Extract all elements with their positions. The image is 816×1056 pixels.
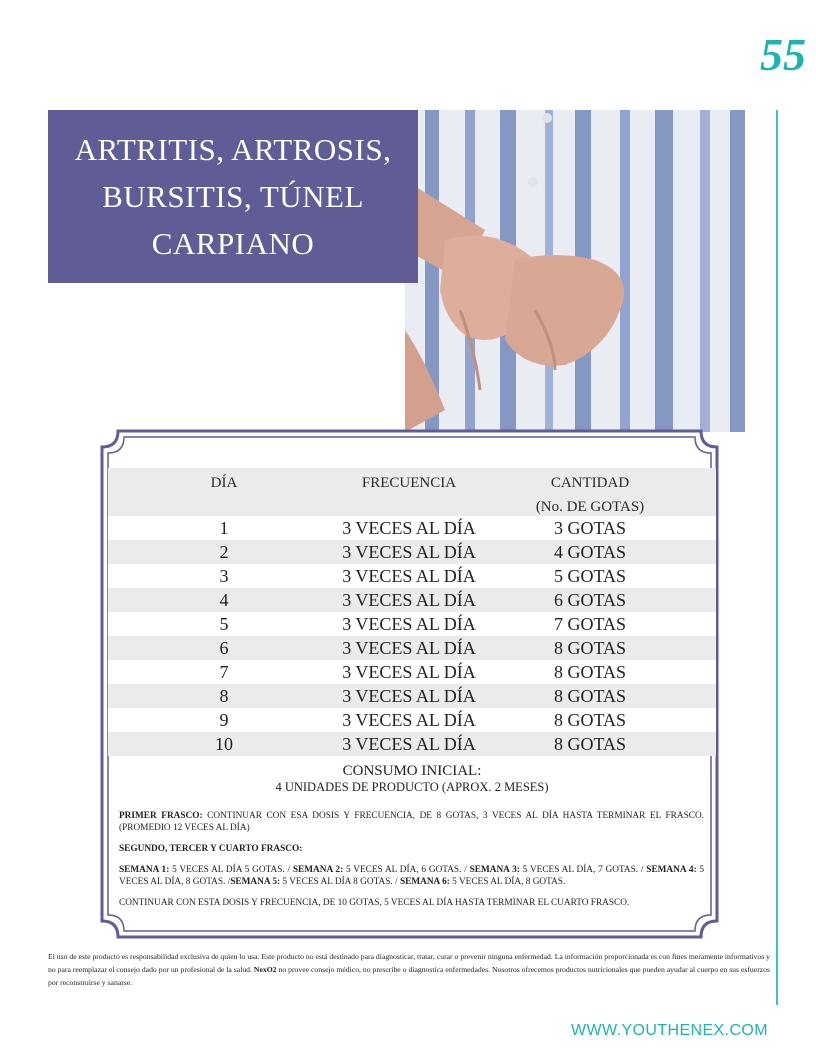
segundo-frasco-label: SEGUNDO, TERCER Y CUARTO FRASCO: (119, 844, 303, 854)
final-note: CONTINUAR CON ESTA DOSIS Y FRECUENCIA, DE 10 GOTAS, 5 VECES AL DÍA HASTA TERMINAR EL CUARTO FRASCO. (119, 898, 630, 908)
cell-frecuencia: 3 VECES AL DÍA (342, 589, 476, 610)
semana-label: SEMANA 6: (399, 877, 450, 887)
cell-dia: 3 (219, 565, 229, 586)
semanas-note (119, 864, 704, 888)
cell-frecuencia: 3 VECES AL DÍA (342, 637, 476, 658)
semana-label: SEMANA 2: (292, 865, 344, 875)
semana-label: SEMANA 4: (646, 865, 697, 875)
cell-dia: 10 (215, 733, 233, 754)
cell-cantidad: 5 GOTAS (553, 565, 627, 586)
disclaimer-part-2: no provee consejo médico, no prescribe o diagnostica enfermedades. Nosotros ofrecemos productos nutricionales que pueden ayudar al cuerpo en sus esfuerzos por reconstruirse y sanarse. (48, 965, 770, 987)
cell-frecuencia: 3 VECES AL DÍA (342, 685, 476, 706)
table-row (108, 588, 716, 612)
table-row (108, 708, 716, 732)
cell-frecuencia: 3 VECES AL DÍA (342, 541, 476, 562)
consumo-inicial (108, 763, 716, 795)
cell-cantidad: 7 GOTAS (553, 613, 627, 634)
semana-label: SEMANA 5: (230, 877, 281, 887)
semana-text: 5 VECES AL DÍA, 8 GOTAS. (449, 877, 566, 887)
title-line-2: BURSITIS, TÚNEL (102, 179, 364, 214)
cell-cantidad: 3 GOTAS (553, 517, 627, 538)
cell-cantidad: 8 GOTAS (553, 661, 627, 682)
cell-dia: 8 (219, 685, 229, 706)
primer-frasco-label: PRIMER FRASCO: (119, 811, 203, 821)
cell-cantidad: 4 GOTAS (553, 541, 627, 562)
cell-frecuencia: 3 VECES AL DÍA (342, 733, 476, 754)
cell-frecuencia: 3 VECES AL DÍA (342, 661, 476, 682)
semana-label: SEMANA 3: (469, 865, 520, 875)
table-header (108, 468, 716, 516)
title-line-1: ARTRITIS, ARTROSIS, (74, 132, 392, 167)
table-row (108, 564, 716, 588)
cell-frecuencia: 3 VECES AL DÍA (342, 517, 476, 538)
primer-frasco-text: CONTINUAR CON ESA DOSIS Y FRECUENCIA, DE 8 GOTAS, 3 VECES AL DÍA HASTA TERMINAR EL FRASCO. (PROMEDIO 12 VECES AL DÍA) (119, 811, 704, 833)
brand-name: NexO2 (253, 965, 277, 974)
legal-disclaimer (48, 950, 770, 989)
title-banner (48, 110, 418, 283)
semana-text: 5 VECES AL DÍA 8 GOTAS. / (280, 877, 400, 887)
hands-photo (405, 110, 770, 432)
dosage-notes (119, 810, 704, 918)
table-row (108, 636, 716, 660)
table-row (108, 612, 716, 636)
cell-dia: 2 (219, 541, 229, 562)
table-row (108, 732, 716, 756)
cell-dia: 1 (219, 517, 229, 538)
cell-cantidad: 8 GOTAS (553, 733, 627, 754)
header-dia: DÍA (210, 475, 238, 491)
cell-frecuencia: 3 VECES AL DÍA (342, 613, 476, 634)
primer-frasco-note (119, 810, 704, 834)
cell-cantidad: 8 GOTAS (553, 685, 627, 706)
semana-text: 5 VECES AL DÍA, 6 GOTAS. / (343, 865, 470, 875)
table-row (108, 684, 716, 708)
semana-text: 5 VECES AL DÍA, 7 GOTAS. / (519, 865, 647, 875)
semana-label: SEMANA 1: (119, 865, 170, 875)
segundo-frasco-heading (119, 843, 704, 855)
cell-cantidad: 8 GOTAS (553, 709, 627, 730)
side-rule (776, 110, 778, 1005)
cell-frecuencia: 3 VECES AL DÍA (342, 565, 476, 586)
dosage-table (108, 468, 716, 756)
title-line-3: CARPIANO (151, 226, 315, 261)
cell-cantidad: 8 GOTAS (553, 637, 627, 658)
semana-text: 5 VECES AL DÍA 5 GOTAS. / (169, 865, 293, 875)
header-cantidad-sub: (No. DE GOTAS) (535, 499, 645, 515)
page-number: 55 (760, 29, 806, 80)
disclaimer-part-1: El uso de este producto es responsabilidad exclusiva de quien lo usa. Este producto no está destinado para diagnosticar, tratar, curar o prevenir ninguna enfermedad. La información proporcionada es con fines meramente informativos y no para reemplazar el consejo dado por un profesional de la salud. (48, 952, 770, 974)
table-row (108, 660, 716, 684)
consumo-title: CONSUMO INICIAL: (342, 763, 482, 779)
table-body (108, 516, 716, 756)
consumo-detail: 4 UNIDADES DE PRODUCTO (APROX. 2 MESES) (275, 780, 549, 794)
cell-dia: 4 (219, 589, 229, 610)
cell-dia: 5 (219, 613, 229, 634)
website-link[interactable]: WWW.YOUTHENEX.COM (570, 1022, 768, 1039)
table-row (108, 540, 716, 564)
cell-dia: 9 (219, 709, 229, 730)
cell-dia: 6 (219, 637, 229, 658)
cell-cantidad: 6 GOTAS (553, 589, 627, 610)
header-frecuencia: FRECUENCIA (361, 475, 457, 491)
table-row (108, 516, 716, 540)
cell-dia: 7 (219, 661, 229, 682)
cell-frecuencia: 3 VECES AL DÍA (342, 709, 476, 730)
page-title (75, 126, 392, 267)
semana-text: 5 VECES AL DÍA, 8 GOTAS. / (119, 865, 705, 887)
header-cantidad: CANTIDAD (550, 475, 630, 491)
